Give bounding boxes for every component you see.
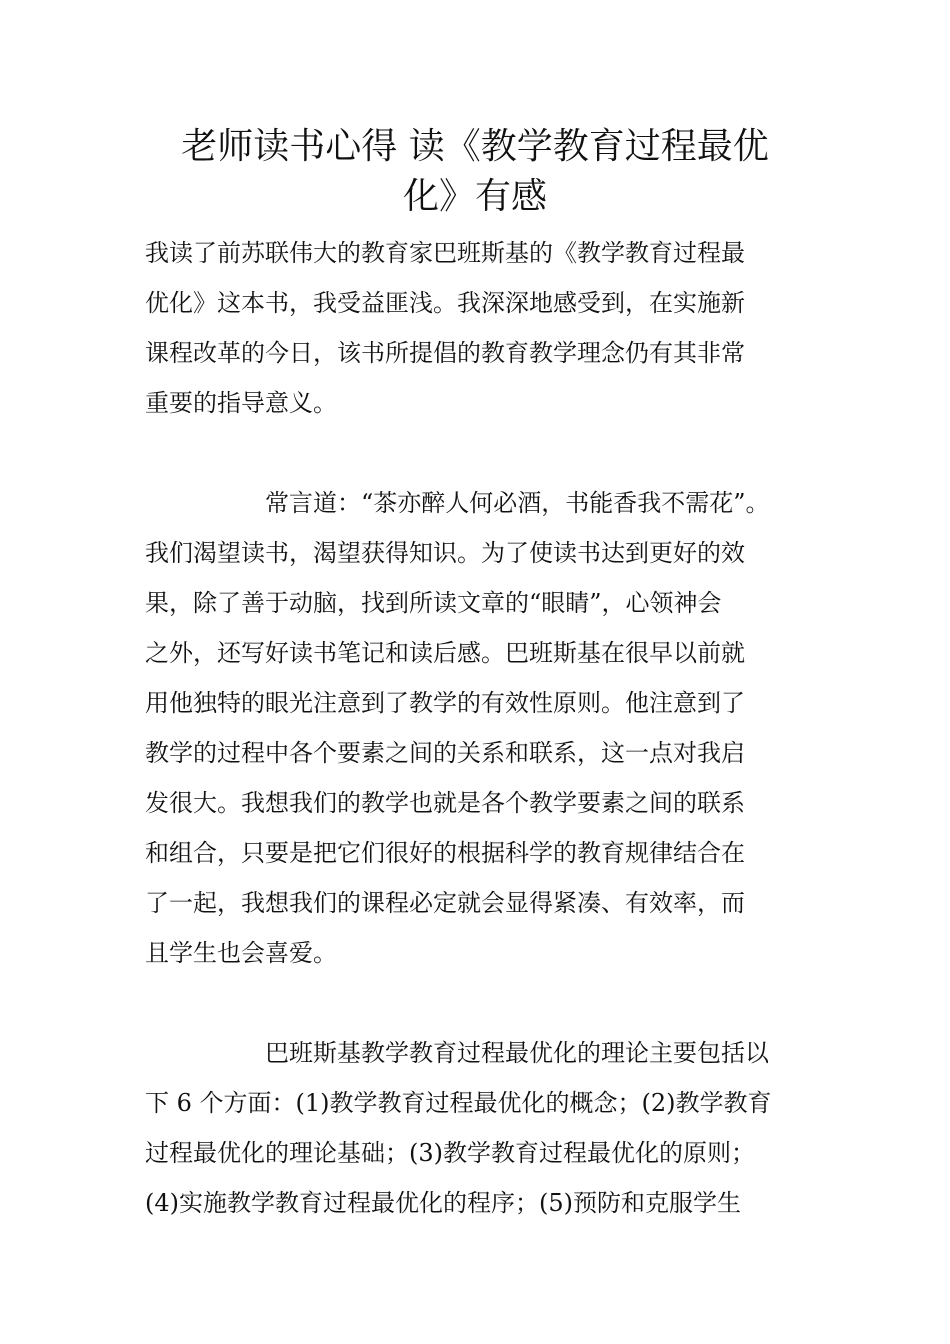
paragraph-line: 果，除了善于动脑，找到所读文章的“眼睛”，心领神会 — [145, 589, 722, 617]
paragraph-line: 了一起，我想我们的课程必定就会显得紧凑、有效率，而 — [145, 889, 745, 917]
document-title — [120, 122, 830, 222]
paragraph-line: 我读了前苏联伟大的教育家巴班斯基的《教学教育过程最 — [145, 239, 745, 267]
paragraph-line: 之外，还写好读书笔记和读后感。巴班斯基在很早以前就 — [145, 639, 745, 667]
paragraph-line: 过程最优化的理论基础；(3)教学教育过程最优化的原则； — [145, 1139, 755, 1167]
paragraph-line: 常言道：“茶亦醉人何必酒，书能香我不需花”。 — [265, 489, 770, 517]
document-body — [145, 228, 810, 1228]
paragraph-line: 我们渴望读书，渴望获得知识。为了使读书达到更好的效 — [145, 539, 745, 567]
paragraph-3 — [145, 1028, 810, 1228]
paragraph-line: 巴班斯基教学教育过程最优化的理论主要包括以 — [265, 1039, 769, 1067]
paragraph-line: 和组合，只要是把它们很好的根据科学的教育规律结合在 — [145, 839, 745, 867]
paragraph-line: (4)实施教学教育过程最优化的程序；(5)预防和克服学生 — [145, 1189, 741, 1217]
paragraph-2 — [145, 478, 810, 978]
title-line-2: 化》有感 — [402, 176, 547, 217]
paragraph-line: 教学的过程中各个要素之间的关系和联系，这一点对我启 — [145, 739, 745, 767]
paragraph-line: 课程改革的今日，该书所提倡的教育教学理念仍有其非常 — [145, 339, 745, 367]
title-line-1: 老师读书心得 读《教学教育过程最优 — [181, 126, 769, 167]
paragraph-line: 下 6 个方面：(1)教学教育过程最优化的概念；(2)教学教育 — [145, 1089, 772, 1117]
paragraph-1 — [145, 228, 810, 428]
paragraph-line: 重要的指导意义。 — [145, 389, 337, 417]
paragraph-line: 发很大。我想我们的教学也就是各个教学要素之间的联系 — [145, 789, 745, 817]
paragraph-spacer — [145, 978, 810, 1028]
paragraph-line: 且学生也会喜爱。 — [145, 939, 337, 967]
paragraph-spacer — [145, 428, 810, 478]
paragraph-line: 用他独特的眼光注意到了教学的有效性原则。他注意到了 — [145, 689, 745, 717]
paragraph-line: 优化》这本书，我受益匪浅。我深深地感受到，在实施新 — [145, 289, 745, 317]
